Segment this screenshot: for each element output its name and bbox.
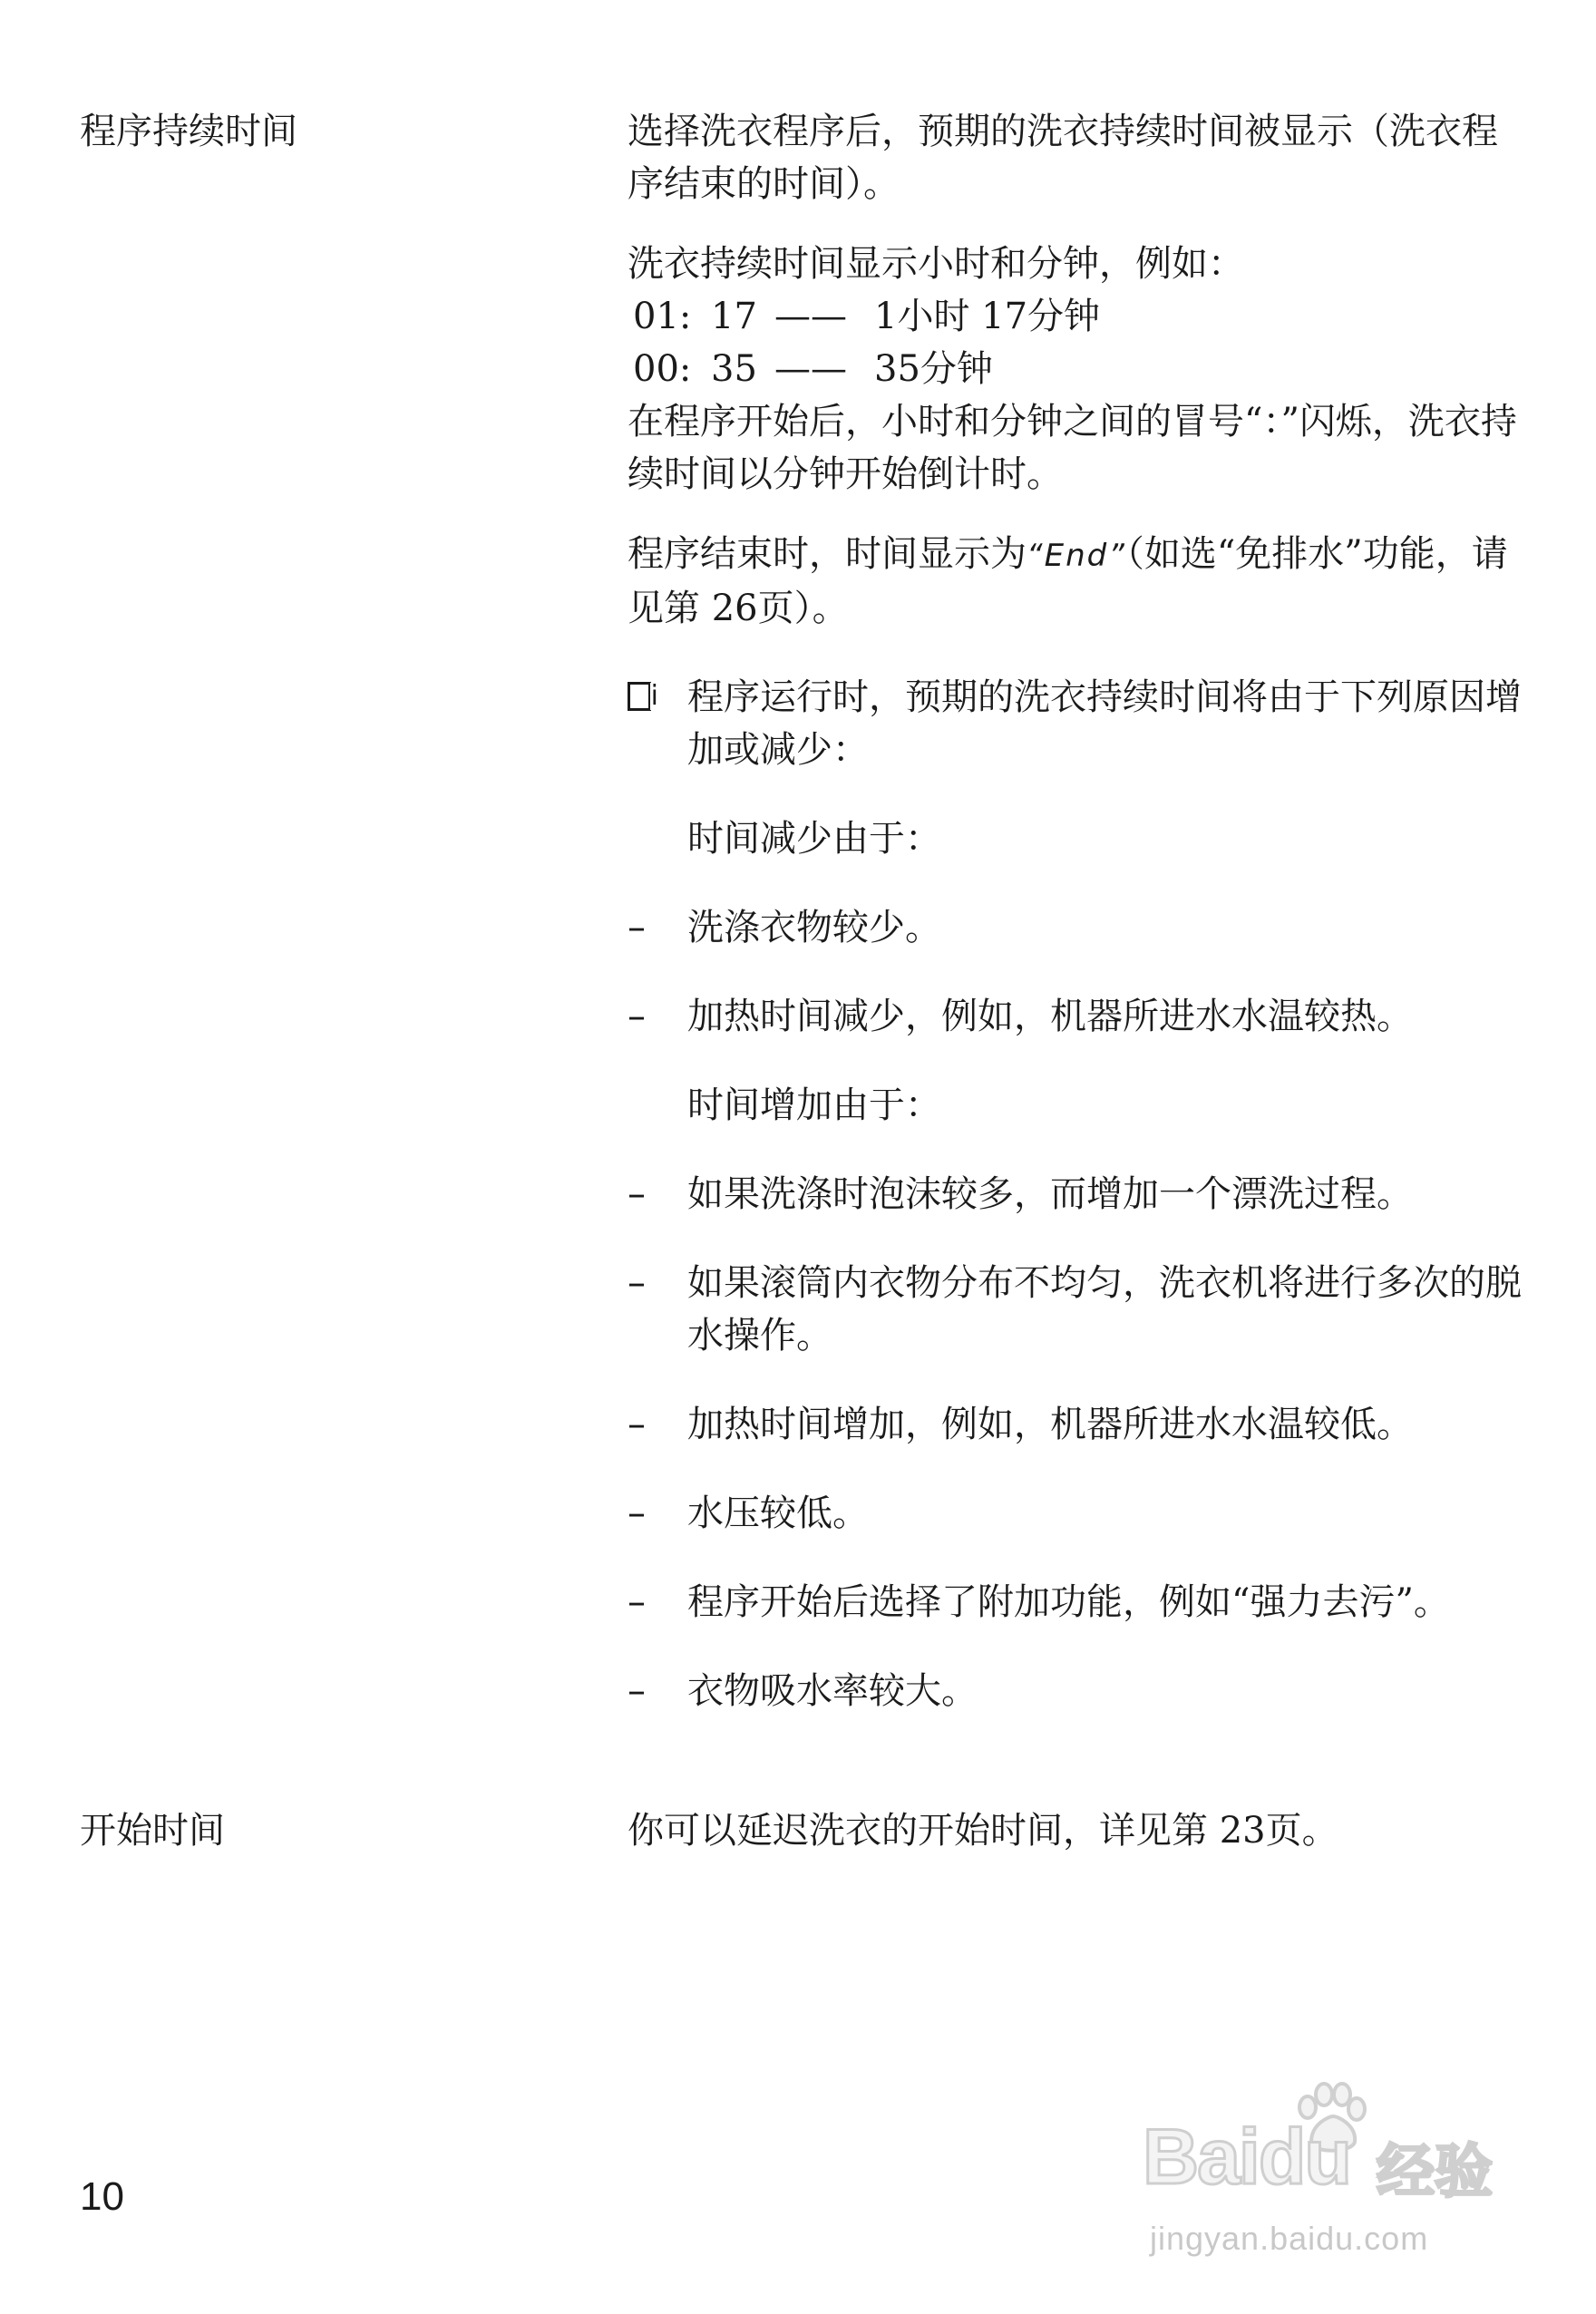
start-content [628,1804,1525,1857]
baidu-watermark [1134,2076,1514,2267]
bullet-dash: – [628,1581,646,1623]
list-item-text: 衣物吸水率较大。 [687,1670,978,1712]
list-item-text: 洗涤衣物较少。 [687,907,941,948]
end-display-code: “End” [1027,538,1126,574]
list-item-text: 如果洗涤时泡沫较多，而增加一个漂洗过程。 [687,1173,1413,1215]
list-item [628,1168,1525,1220]
list-item-text: 加热时间增加，例如，机器所进水水温较低。 [687,1404,1413,1445]
watermark-url: jingyan.baidu.com [1150,2220,1429,2257]
example-dash: —— [774,348,847,390]
bullet-dash: – [628,1492,646,1534]
bullet-dash: – [628,1262,646,1304]
start-text: 你可以延迟洗衣的开始时间，详见第 23页。 [628,1810,1338,1852]
example-meaning: 35分钟 [874,348,993,390]
section-label-start: 开始时间 [80,1810,225,1852]
info-note-text: 程序运行时，预期的洗衣持续时间将由于下列原因增加或减少： [687,676,1522,771]
bullet-dash: – [628,907,646,948]
page-number: 10 [80,2174,124,2219]
example-code: 01: [633,296,692,337]
list-item [628,1487,1525,1540]
bullet-dash: – [628,1173,646,1215]
list-item-text: 水压较低。 [687,1492,869,1534]
list-item [628,1257,1525,1362]
bullet-dash: – [628,1404,646,1445]
info-icon: i [628,682,651,711]
list-item [628,1576,1525,1629]
end-suffix: （如选“免排水”功能，请见第 26页）。 [628,533,1508,629]
duration-end [628,528,1525,635]
list-item [628,990,1525,1043]
example-line-1 [628,290,1525,343]
example-code: 00: [633,348,692,390]
list-item [628,901,1525,954]
list-item [628,1398,1525,1451]
increase-heading: 时间增加由于： [687,1084,941,1126]
bullet-dash: – [628,1670,646,1712]
example-line-2 [628,343,1525,395]
list-item-text: 程序开始后选择了附加功能，例如“强力去污”。 [687,1581,1450,1623]
watermark-brand: Baidu [1143,2114,1350,2201]
list-item-text: 如果滚筒内衣物分布不均匀，洗衣机将进行多次的脱水操作。 [687,1262,1522,1356]
example-dash: —— [774,296,847,337]
duration-intro: 选择洗衣程序后，预期的洗衣持续时间被显示（洗衣程序结束的时间）。 [628,111,1498,205]
decrease-heading: 时间减少由于： [687,818,941,860]
info-note [628,671,1525,776]
end-prefix: 程序结束时，时间显示为 [628,533,1027,575]
example-value: 35 [711,348,757,390]
duration-format-intro: 洗衣持续时间显示小时和分钟，例如： [628,243,1244,285]
example-value: 17 [711,296,757,337]
list-item-text: 加热时间减少，例如，机器所进水水温较热。 [687,996,1413,1037]
duration-content [628,105,1525,1717]
section-label-duration: 程序持续时间 [80,111,297,152]
bullet-dash: – [628,996,646,1037]
example-meaning: 1小时 17分钟 [874,296,1101,337]
duration-countdown: 在程序开始后，小时和分钟之间的冒号“：”闪烁，洗衣持续时间以分钟开始倒计时。 [628,401,1517,495]
watermark-brand-cn: 经验 [1377,2139,1493,2206]
list-item [628,1665,1525,1717]
